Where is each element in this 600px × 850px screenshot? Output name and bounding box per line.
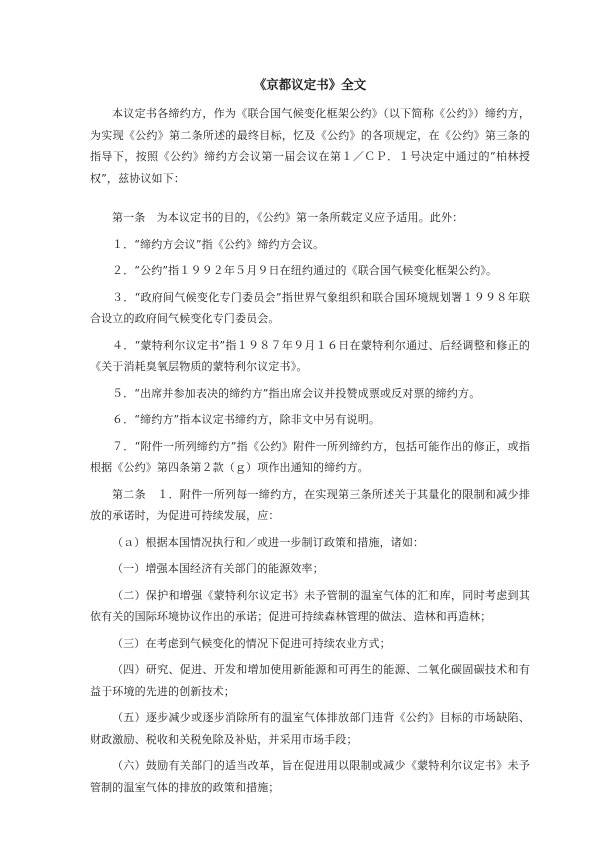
article-1-item: １．“缔约方会议”指《公约》缔约方会议。	[112, 237, 325, 251]
article-1-item: ３．“政府间气候变化专门委员会”指世界气象组织和联合国环境规划署１９９８年联合设立的政府间气候变化专门委员会。	[90, 290, 530, 325]
article-2-subclause-a: （ａ）根据本国情况执行和／或进一步制订政策和措施，诸如：	[112, 535, 425, 549]
article-2-measure: （三）在考虑到气候变化的情况下促进可持续农业方式；	[112, 636, 391, 650]
article-2-measure: （四）研究、促进、开发和增加使用新能源和可再生的能源、二氧化碳固碳技术和有益于环境的先进的创新技术；	[90, 663, 530, 698]
article-1-item: ２．“公约”指１９９２年５月９日在纽约通过的《联合国气候变化框架公约》。	[112, 264, 498, 277]
article-2-measure: （二）保护和增强《蒙特利尔议定书》未予管制的温室气体的汇和库，同时考虑到其依有关的国际环境协议作出的承诺；促进可持续森林管理的做法、造林和再造林；	[90, 588, 530, 623]
article-1-item: ７．“附件一所列缔约方”指《公约》附件一所列缔约方，包括可能作出的修正，或指根据《公约》第四条第２款（ｇ）项作出通知的缔约方。	[90, 439, 530, 474]
article-2-intro: 第二条 １．附件一所列每一缔约方，在实现第三条所述关于其量化的限制和减少排放的承诺时，为促进可持续发展，应：	[90, 487, 530, 522]
article-1-item: ６．“缔约方”指本议定书缔约方，除非文中另有说明。	[112, 413, 380, 426]
document-title: 《京都议定书》全文	[253, 77, 367, 92]
article-1-item: ４．“蒙特利尔议定书”指１９８７年９月１６日在蒙特利尔通过、后经调整和修正的《关于消耗臭氧层物质的蒙特利尔议定书》。	[90, 338, 530, 373]
preamble-paragraph: 本议定书各缔约方，作为《联合国气候变化框架公约》（以下简称《公约》）缔约方，为实现《公约》第二条所述的最终目标，忆及《公约》的各项规定，在《公约》第三条的指导下，按照《公约》缔约方会议第一届会议在第１／ＣＰ．１号决定中通过的“柏林授权”，兹协议如下：	[90, 107, 530, 185]
article-2-measure: （六）鼓励有关部门的适当改革，旨在促进用以限制或减少《蒙特利尔议定书》未予管制的温室气体的排放的政策和措施；	[90, 759, 530, 794]
article-2-measure: （一）增强本国经济有关部门的能源效率；	[112, 562, 324, 575]
article-2-measure: （五）逐步减少或逐步消除所有的温室气体排放部门违背《公约》目标的市场缺陷、财政激励、税收和关税免除及补贴，并采用市场手段；	[90, 711, 530, 746]
article-1-item: ５．“出席并参加表决的缔约方”指出席会议并投赞成票或反对票的缔约方。	[112, 386, 481, 400]
article-1-intro: 第一条 为本议定书的目的，《公约》第一条所载定义应予适用。此外：	[112, 211, 464, 224]
